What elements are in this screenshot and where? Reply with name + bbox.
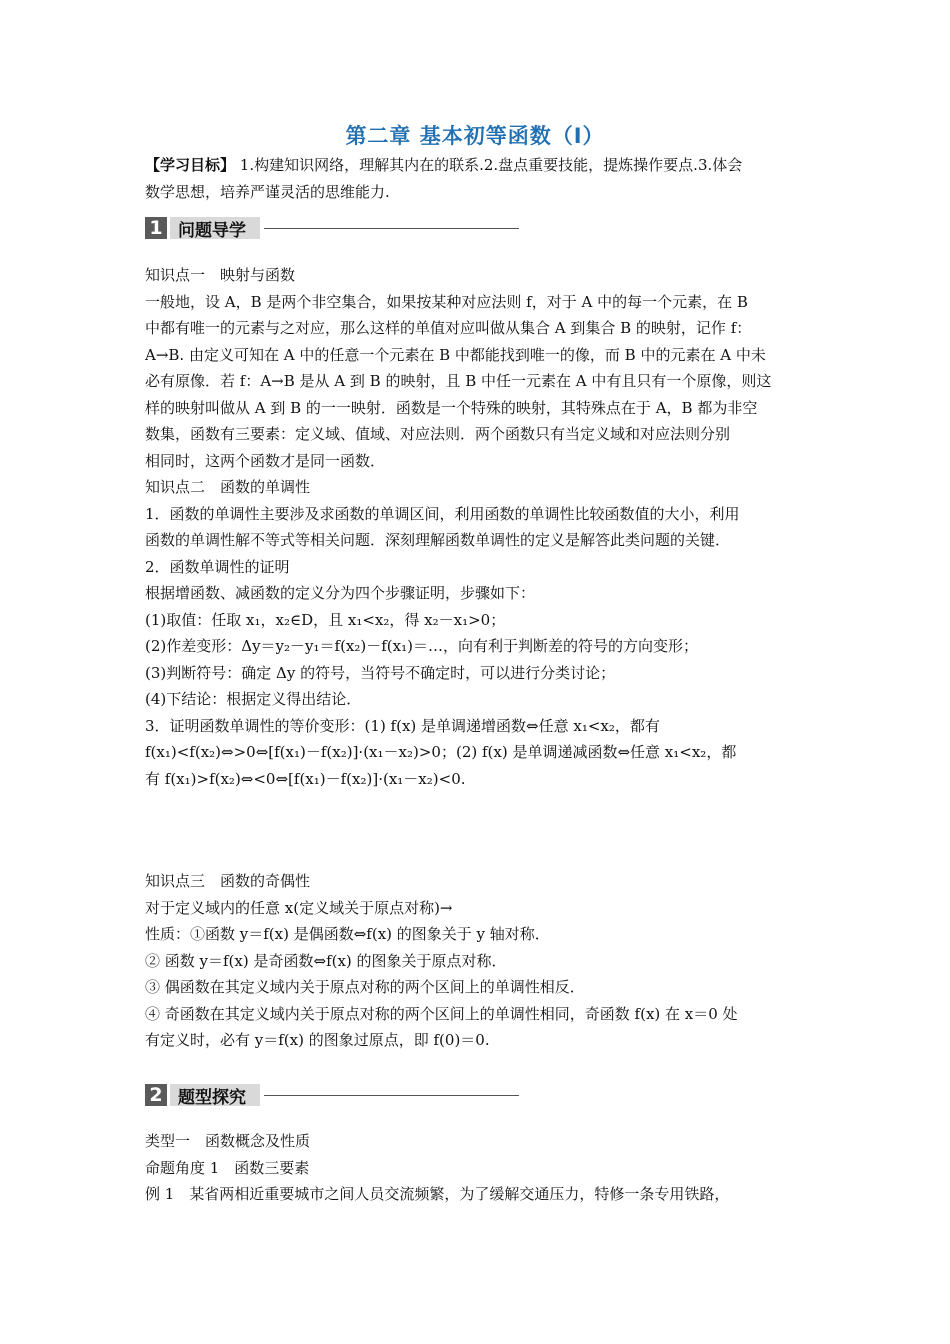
section-label-1: 问题导学	[170, 217, 260, 239]
text-line: f(x₁)<f(x₂)⇔>0⇔[f(x₁)－f(x₂)]·(x₁－x₂)>0；(2) f(x) 是单调递减函数⇔任意 x₁<x₂，都	[145, 743, 737, 761]
text-line: ② 函数 y＝f(x) 是奇函数⇔f(x) 的图象关于原点对称．	[145, 951, 507, 970]
text-line: 有定义时，必有 y＝f(x) 的图象过原点，即 f(0)＝0.	[145, 1031, 490, 1049]
text-line: 类型一 函数概念及性质	[145, 1132, 311, 1150]
text-line: 对于定义域内的任意 x(定义域关于原点对称)→	[145, 898, 453, 917]
text-line: 知识点三 函数的奇偶性	[145, 872, 311, 890]
goals-tag: 【学习目标】	[145, 156, 236, 174]
goals-line-2: 数学思想，培养严谨灵活的思维能力.	[145, 182, 390, 201]
text-line: 例 1 某省两相近重要城市之间人员交流频繁，为了缓解交通压力，特修一条专用铁路，	[145, 1185, 730, 1203]
text-line: (1)取值：任取 x₁，x₂∈D，且 x₁<x₂，得 x₂－x₁>0；	[145, 610, 506, 629]
section-header-1	[145, 216, 519, 240]
text-line: 一般地，设 A，B 是两个非空集合，如果按某种对应法则 f，对于 A 中的每一个元素，在 B	[145, 292, 748, 311]
text-line: 样的映射叫做从 A 到 B 的一一映射．函数是一个特殊的映射，其特殊点在于 A，B 都为非空	[145, 398, 758, 417]
chapter-title: 第二章 基本初等函数（Ⅰ）	[345, 124, 605, 148]
text-line: 函数的单调性解不等式等相关问题．深刻理解函数单调性的定义是解答此类问题的关键．	[145, 531, 731, 549]
content-block-1	[145, 262, 810, 792]
section-rule-1	[264, 228, 519, 229]
section-rule-2	[264, 1095, 519, 1096]
text-line: 2．函数单调性的证明	[145, 557, 290, 576]
section-label-2: 题型探究	[170, 1084, 260, 1106]
text-line: 1．函数的单调性主要涉及求函数的单调区间，利用函数的单调性比较函数值的大小，利用	[145, 504, 740, 523]
text-line: 中都有唯一的元素与之对应，那么这样的单值对应叫做从集合 A 到集合 B 的映射，记作 f：	[145, 319, 752, 337]
text-line: 性质：①函数 y＝f(x) 是偶函数⇔f(x) 的图象关于 y 轴对称．	[145, 925, 550, 943]
text-line: A→B. 由定义可知在 A 中的任意一个元素在 B 中都能找到唯一的像，而 B 中的元素在 A 中未	[145, 345, 766, 364]
section-header-2	[145, 1083, 519, 1107]
text-line: ③ 偶函数在其定义域内关于原点对称的两个区间上的单调性相反．	[145, 978, 585, 996]
content-block-3	[145, 1128, 810, 1208]
text-line: (2)作差变形：Δy＝y₂－y₁＝f(x₂)－f(x₁)＝…，向有利于判断差的符号的方向变形；	[145, 637, 698, 655]
text-line: (4)下结论：根据定义得出结论．	[145, 690, 362, 708]
goals-line-1: 1.构建知识网络，理解其内在的联系.2.盘点重要技能，提炼操作要点.3.体会	[235, 156, 743, 174]
text-line: 命题角度 1 函数三要素	[145, 1158, 310, 1177]
text-line: 根据增函数、减函数的定义分为四个步骤证明，步骤如下：	[145, 584, 536, 602]
text-line: 数集，函数有三要素：定义域、值域、对应法则．两个函数只有当定义域和对应法则分别	[145, 425, 731, 443]
text-line: (3)判断符号：确定 Δy 的符号，当符号不确定时，可以进行分类讨论；	[145, 663, 616, 682]
text-line: 知识点二 函数的单调性	[145, 478, 311, 496]
text-line: ④ 奇函数在其定义域内关于原点对称的两个区间上的单调性相同，奇函数 f(x) 在 x＝0 处	[145, 1004, 738, 1023]
text-line: 3．证明函数单调性的等价变形：(1) f(x) 是单调递增函数⇔任意 x₁<x₂，都有	[145, 716, 660, 735]
section-number-2: 2	[145, 1084, 170, 1106]
learning-goals	[145, 152, 810, 205]
text-line: 知识点一 映射与函数	[145, 266, 296, 284]
text-line: 有 f(x₁)>f(x₂)⇔<0⇔[f(x₁)－f(x₂)]·(x₁－x₂)<0.	[145, 769, 466, 788]
section-number-1: 1	[145, 217, 170, 239]
text-line: 必有原像．若 f：A→B 是从 A 到 B 的映射，且 B 中任一元素在 A 中有且只有一个原像，则这	[145, 372, 772, 390]
text-line: 相同时，这两个函数才是同一函数．	[145, 451, 386, 470]
content-block-2	[145, 868, 810, 1054]
